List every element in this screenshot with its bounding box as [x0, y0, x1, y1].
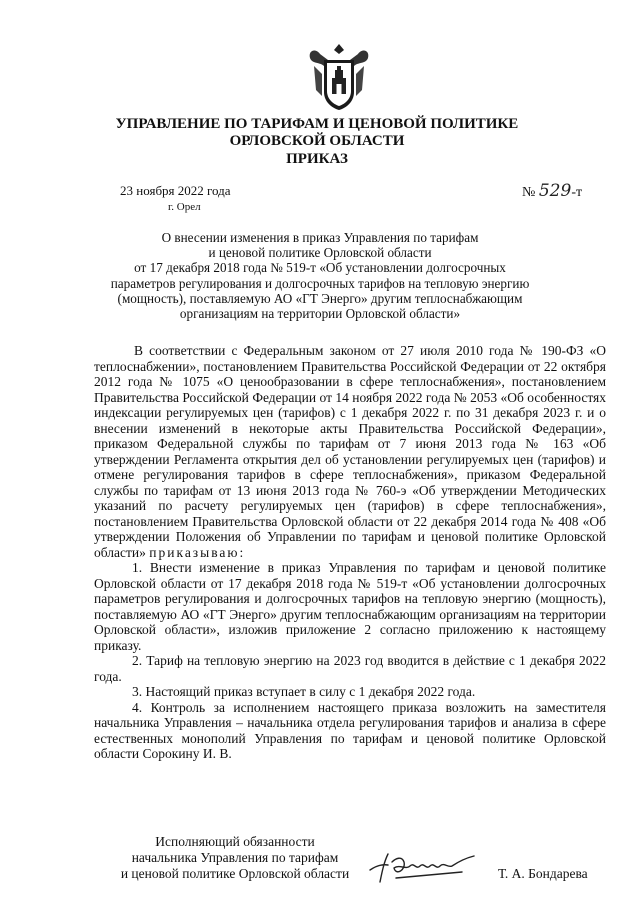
order-word: приказываю:	[149, 544, 246, 560]
handwritten-signature	[366, 848, 486, 888]
order-item-1: 1. Внести изменение в приказ Управления по тарифам и ценовой политике Орловской области от 17 декабря 2018 года № 519-т «Об установлении долгосрочных параметров регулирования и долгосрочных тарифов на тепловую энергию (мощность), поставляемую АО «ГТ Энерго» другим теплоснабжающим организациям на территории Орловской области», изложив приложение 2 согласно приложению к настоящему приказу.	[94, 560, 606, 653]
document-type: ПРИКАЗ	[286, 151, 348, 167]
preamble-paragraph	[94, 343, 606, 560]
order-item-4: 4. Контроль за исполнением настоящего приказа возложить на заместителя начальника Управления – начальника отдела регулирования тарифов и анализа в сфере естественных монополий Управления по тарифам и ценовой политике Орловской области Сорокину И. В.	[94, 699, 606, 761]
position-line: и ценовой политике Орловской области	[120, 866, 350, 881]
order-item-2: 2. Тариф на тепловую энергию на 2023 год вводится в действие с 1 декабря 2022 года.	[94, 653, 606, 684]
order-body	[94, 343, 606, 762]
preamble-text: В соответствии с Федеральным законом от 27 июля 2010 года № 190-ФЗ «О теплоснабжении», постановлением Правительства Российской Федерации от 22 октября 2012 года № 1075 «О ценообразовании в сфере теплоснабжения», постановлением Правительства Российской Федерации от 14 ноября 2022 года № 2053 «Об особенностях индексации регулируемых цен (тарифов) с 1 декабря 2022 г. по 31 декабря 2023 г. и о внесении изменений в некоторые акты Правительства Российской Федерации», приказом Федеральной службы по тарифам от 7 июня 2013 года № 163 «Об утверждении Регламента открытия дел об установлении регулируемых цен (тарифов) и отмене регулирования тарифов в сфере теплоснабжения», приказом Федеральной службы по тарифам от 13 июня 2013 года № 760-э «Об утверждении Методических указаний по расчету регулируемых цен (тарифов) в сфере теплоснабжения», постановлением Правительства Орловской области от 22 декабря 2014 года № 408 «Об утверждении Положения об Управлении по тарифам и ценовой политике Орловской области»	[94, 343, 606, 560]
coat-of-arms-emblem	[302, 40, 376, 114]
document-city: г. Орел	[168, 201, 201, 213]
title-line: О внесении изменения в приказ Управления по тарифам	[161, 230, 479, 245]
signatory-name: Т. А. Бондарева	[498, 866, 588, 881]
order-title	[60, 230, 580, 321]
title-line: параметров регулирования и долгосрочных тарифов на тепловую энергию	[110, 275, 530, 291]
number-prefix: №	[522, 185, 536, 200]
title-line: организациям на территории Орловской области»	[179, 306, 461, 322]
document-date: 23 ноября 2022 года	[120, 183, 231, 198]
signatory-position	[100, 834, 370, 882]
order-item-3: 3. Настоящий приказ вступает в силу с 1 декабря 2022 года.	[132, 684, 476, 699]
number-handwritten: 529	[538, 181, 572, 201]
agency-name-line1: УПРАВЛЕНИЕ ПО ТАРИФАМ И ЦЕНОВОЙ ПОЛИТИКЕ	[115, 116, 519, 132]
position-line: Исполняющий обязанности	[155, 834, 315, 849]
title-line: (мощность), поставляемую АО «ГТ Энерго» другим теплоснабжающим	[117, 290, 523, 306]
title-line: от 17 декабря 2018 года № 519-т «Об установлении долгосрочных	[134, 260, 506, 276]
document-number	[522, 181, 582, 201]
title-line: и ценовой политике Орловской области	[208, 245, 432, 261]
number-suffix: -т	[571, 185, 583, 200]
agency-name-line2: ОРЛОВСКОЙ ОБЛАСТИ	[229, 133, 405, 149]
position-line: начальника Управления по тарифам	[131, 850, 339, 865]
